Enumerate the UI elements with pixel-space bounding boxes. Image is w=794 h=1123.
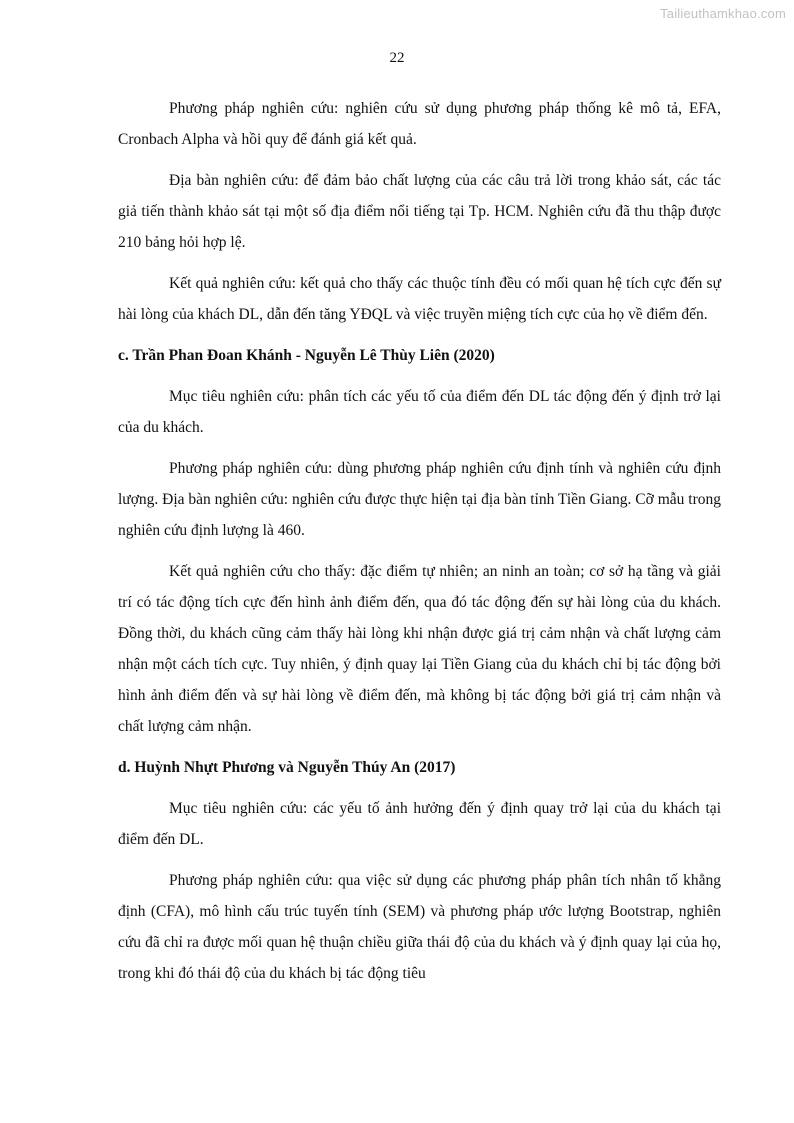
paragraph-c-method: Phương pháp nghiên cứu: dùng phương pháp nghiên cứu định tính và nghiên cứu định lượng. Địa bàn nghiên cứu: nghiên cứu được thực hiện tại địa bàn tỉnh Tiền Giang. Cỡ mẫu trong nghiên cứu định lượng là 460. (118, 460, 721, 539)
paragraph-d-method: Phương pháp nghiên cứu: qua việc sử dụng các phương pháp phân tích nhân tố khẳng định (CFA), mô hình cấu trúc tuyến tính (SEM) và phương pháp ước lượng Bootstrap, nghiên cứu đã chỉ ra được mối quan hệ thuận chiều giữa thái độ của du khách và ý định quay lại của họ, trong khi đó thái độ của du khách bị tác động tiêu (118, 872, 721, 982)
paragraph-results: Kết quả nghiên cứu: kết quả cho thấy các thuộc tính đều có mối quan hệ tích cực đến sự hài lòng của khách DL, dẫn đến tăng YĐQL và việc truyền miệng tích cực của họ về điểm đến. (118, 275, 721, 323)
page-number: 22 (389, 50, 405, 66)
document-body (118, 93, 721, 999)
paragraph-method: Phương pháp nghiên cứu: nghiên cứu sử dụng phương pháp thống kê mô tả, EFA, Cronbach Alpha và hồi quy để đánh giá kết quả. (118, 100, 721, 148)
paragraph-location: Địa bàn nghiên cứu: để đảm bảo chất lượng của các câu trả lời trong khảo sát, các tác giả tiến thành khảo sát tại một số địa điểm nổi tiếng tại Tp. HCM. Nghiên cứu đã thu thập được 210 bảng hỏi hợp lệ. (118, 172, 721, 251)
watermark: Tailieuthamkhao.com (660, 6, 786, 21)
paragraph-c-objective: Mục tiêu nghiên cứu: phân tích các yếu tố của điểm đến DL tác động đến ý định trở lại của du khách. (118, 388, 721, 436)
paragraph-d-objective: Mục tiêu nghiên cứu: các yếu tố ảnh hưởng đến ý định quay trở lại của du khách tại điểm đến DL. (118, 800, 721, 848)
section-heading-d: d. Huỳnh Nhựt Phương và Nguyễn Thúy An (2017) (118, 759, 456, 776)
section-heading-c: c. Trần Phan Đoan Khánh - Nguyễn Lê Thùy Liên (2020) (118, 347, 495, 364)
paragraph-c-results: Kết quả nghiên cứu cho thấy: đặc điểm tự nhiên; an ninh an toàn; cơ sở hạ tầng và giải trí có tác động tích cực đến hình ảnh điểm đến, qua đó tác động đến sự hài lòng của du khách. Đồng thời, du khách cũng cảm thấy hài lòng khi nhận được giá trị cảm nhận và chất lượng cảm nhận một cách tích cực. Tuy nhiên, ý định quay lại Tiền Giang của du khách chỉ bị tác động bởi hình ảnh điểm đến và sự hài lòng về điểm đến, mà không bị tác động bởi giá trị cảm nhận và chất lượng cảm nhận. (118, 563, 721, 735)
